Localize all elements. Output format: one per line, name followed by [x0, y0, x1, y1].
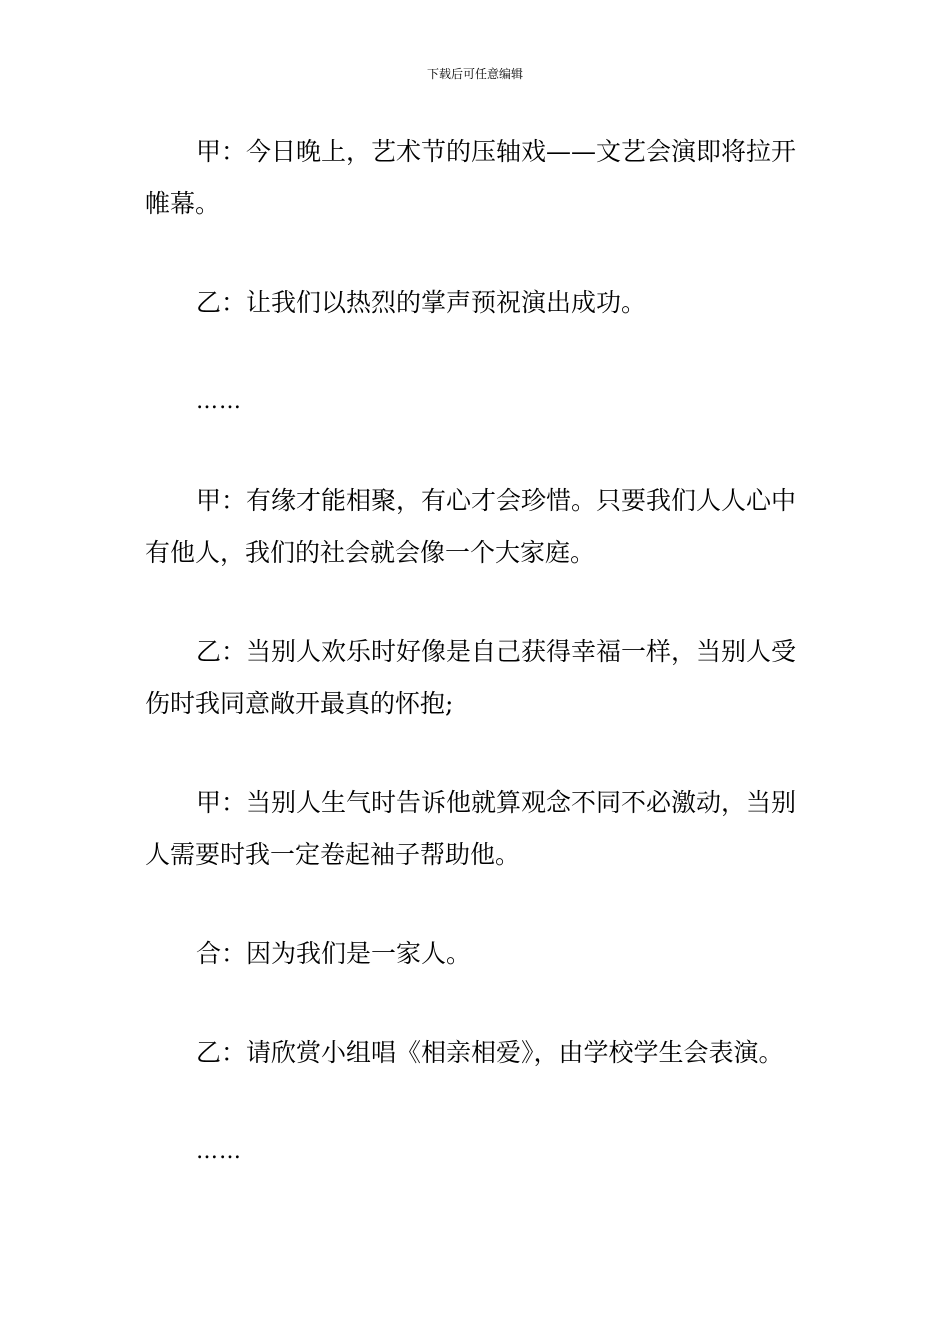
page-header: 下载后可任意编辑	[426, 67, 523, 81]
paragraph-family-intro: 甲：有缘才能相聚，有心才会珍惜。只要我们人人心中有他人，我们的社会就会像一个大家庭。	[145, 486, 797, 567]
paragraph-gap	[145, 1079, 807, 1126]
paragraph-gap	[145, 881, 807, 928]
paragraph-gap	[145, 730, 807, 777]
paragraph-joy: 乙：当别人欢乐时好像是自己获得幸福一样，当别人受伤时我同意敞开最真的怀抱;	[145, 637, 797, 718]
paragraph-together: 合：因为我们是一家人。	[196, 939, 472, 968]
paragraph-gap	[145, 230, 807, 277]
paragraph-ellipsis-end: ……	[196, 1139, 242, 1164]
paragraph-help: 甲：当别人生气时告诉他就算观念不同不必激动，当别人需要时我一定卷起袖子帮助他。	[145, 788, 797, 869]
paragraph-applause: 乙：让我们以热烈的掌声预祝演出成功。	[196, 288, 647, 317]
paragraph-gap	[145, 428, 807, 475]
paragraph-performance: 乙：请欣赏小组唱《相亲相爱》，由学校学生会表演。	[196, 1038, 784, 1067]
paragraph-opening: 甲：今日晚上，艺术节的压轴戏——文艺会演即将拉开帷幕。	[145, 137, 797, 218]
paragraph-gap	[145, 579, 807, 626]
paragraph-gap	[145, 329, 807, 376]
paragraph-gap	[145, 980, 807, 1027]
paragraph-ellipsis: ……	[196, 389, 242, 414]
document-body	[145, 126, 807, 1178]
